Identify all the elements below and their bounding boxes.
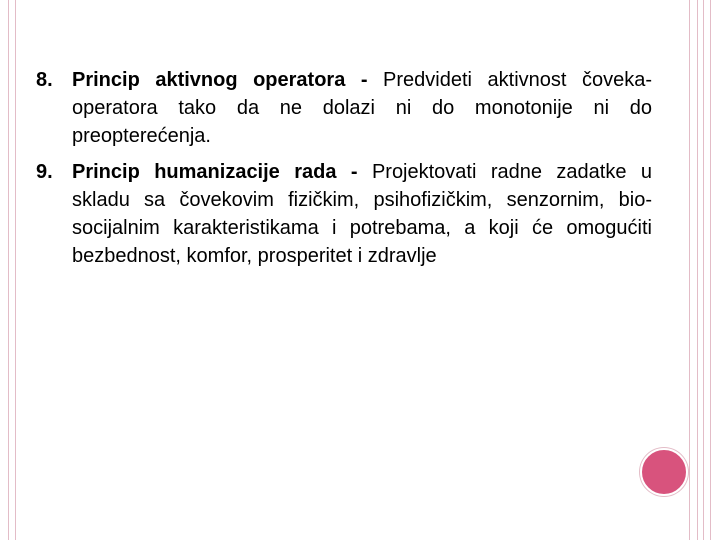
list-item-text: Predvideti aktivnost čoveka-operatora tako da ne dolazi ni do monotonije ni do preopterećenja.	[72, 69, 652, 147]
list-item-heading: Princip humanizacije rada -	[72, 161, 372, 183]
right-frame-line-4	[710, 0, 711, 540]
list-item	[36, 66, 652, 150]
list-item-number: 9.	[36, 161, 53, 183]
list-item-heading: Princip aktivnog operatora -	[72, 69, 384, 91]
decorative-circle	[640, 448, 688, 496]
list-item	[36, 158, 652, 270]
left-frame-line-inner	[15, 0, 16, 540]
list-item-text: Projektovati radne zadatke u skladu sa čovekovim fizičkim, psihofizičkim, senzornim, bio-socijalnim karakteristikama i potrebama, a koji će omogućiti bezbednost, komfor, prosperitet i zdravlje	[72, 161, 652, 267]
list-item-number: 8.	[36, 69, 53, 91]
slide-content	[36, 66, 652, 270]
right-frame-line-2	[697, 0, 698, 540]
right-frame-line-3	[703, 0, 704, 540]
left-frame-line-outer	[8, 0, 9, 540]
right-frame-line-1	[689, 0, 690, 540]
